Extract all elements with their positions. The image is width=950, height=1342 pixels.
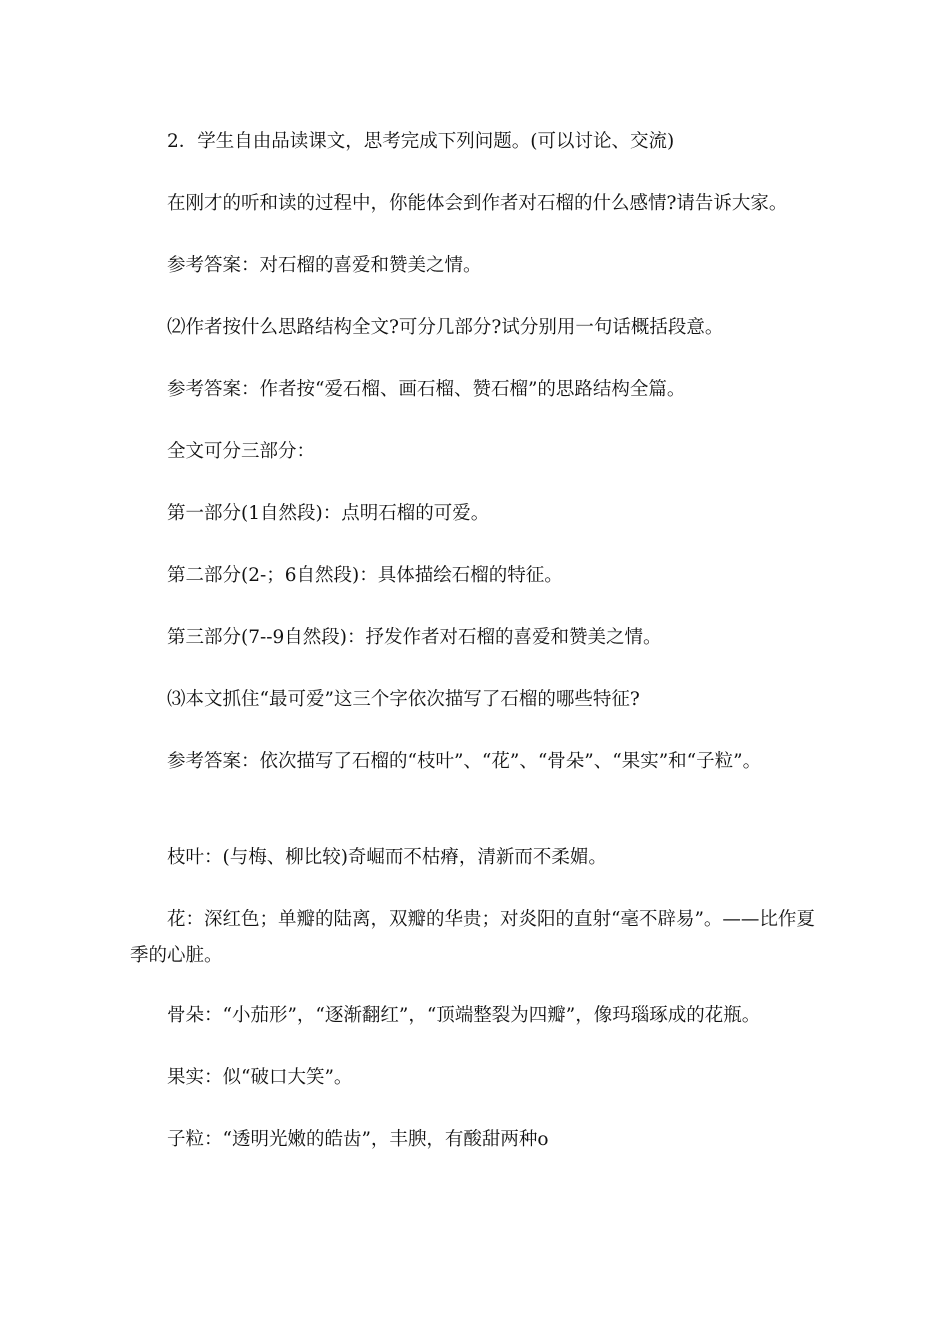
paragraph-question-1: 在刚才的听和读的过程中，你能体会到作者对石榴的什么感情?请告诉大家。 bbox=[167, 193, 788, 214]
paragraph-question-2-sub: ⑵作者按什么思路结构全文?可分几部分?试分别用一句话概括段意。 bbox=[167, 317, 724, 338]
paragraph-flower: 花：深红色；单瓣的陆离，双瓣的华贵；对炎阳的直射“毫不辟易”。——比作夏季的心脏。 bbox=[130, 909, 815, 966]
paragraph-question-3: ⑶本文抓住“最可爱”这三个字依次描写了石榴的哪些特征? bbox=[167, 689, 640, 710]
paragraph-branches-leaves: 枝叶：(与梅、柳比较)奇崛而不枯瘠，清新而不柔媚。 bbox=[167, 847, 607, 868]
paragraph-part-1: 第一部分(1自然段)：点明石榴的可爱。 bbox=[167, 503, 490, 524]
paragraph-fruit: 果实：似“破口大笑”。 bbox=[167, 1067, 353, 1088]
paragraph-seeds: 子粒：“透明光嫩的皓齿”，丰腴，有酸甜两种o bbox=[167, 1129, 549, 1150]
paragraph-answer-2: 参考答案：作者按“爱石榴、画石榴、赞石榴”的思路结构全篇。 bbox=[167, 379, 686, 400]
paragraph-part-2: 第二部分(2-；6自然段)：具体描绘石榴的特征。 bbox=[167, 565, 563, 586]
paragraph-answer-3: 参考答案：依次描写了石榴的“枝叶”、“花”、“骨朵”、“果实”和“子粒”。 bbox=[167, 751, 762, 772]
paragraph-bud: 骨朵：“小茄形”，“逐渐翻红”，“顶端整裂为四瓣”，像玛瑙琢成的花瓶。 bbox=[167, 1005, 761, 1026]
paragraph-structure-intro: 全文可分三部分： bbox=[167, 441, 316, 462]
paragraph-question-2: 2．学生自由品读课文，思考完成下列问题。(可以讨论、交流) bbox=[167, 131, 675, 152]
paragraph-answer-1: 参考答案：对石榴的喜爱和赞美之情。 bbox=[167, 255, 482, 276]
paragraph-part-3: 第三部分(7--9自然段)：抒发作者对石榴的喜爱和赞美之情。 bbox=[167, 627, 662, 648]
